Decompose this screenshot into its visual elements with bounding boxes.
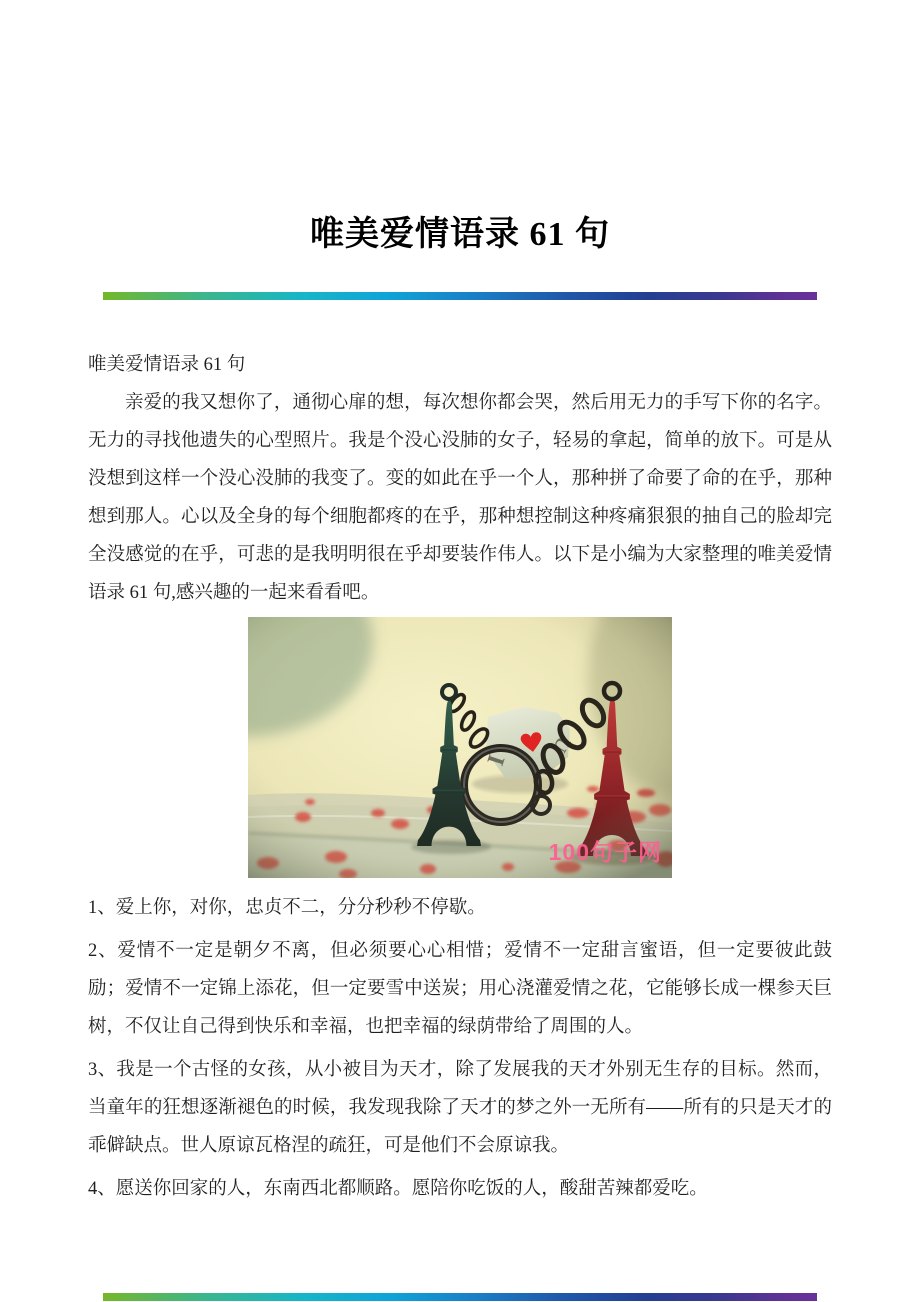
bottom-accent-divider: [103, 1293, 817, 1301]
quote-4: 4、愿送你回家的人，东南西北都顺路。愿陪你吃饭的人，酸甜苦辣都爱吃。: [88, 1179, 708, 1199]
watermark: 100句子网: [548, 839, 662, 865]
love-keychain-photo: [248, 617, 672, 878]
quote-2: 2、爱情不一定是朝夕不离，但必须要心心相惜；爱情不一定甜言蜜语，但一定要彼此鼓励；爱情不一定锦上添花，但一定要雪中送炭；用心浇灌爱情之花，它能够长成一棵参天巨树，不仅让自己得到快乐和幸福，也把幸福的绿荫带给了周围的人。: [88, 941, 832, 1037]
top-accent-divider: [103, 292, 817, 300]
quote-1: 1、爱上你，对你，忠贞不二，分分秒秒不停歇。: [88, 898, 486, 918]
intro-paragraph: 亲爱的我又想你了，通彻心扉的想，每次想你都会哭，然后用无力的手写下你的名字。无力的寻找他遗失的心型照片。我是个没心没肺的女子，轻易的拿起，简单的放下。可是从没想到这样一个没心没肺的我变了。变的如此在乎一个人，那种拼了命要了命的在乎，那种想到那人。心以及全身的每个细胞都疼的在乎，那种想控制这种疼痛狠狠的抽自己的脸却完全没感觉的在乎，可悲的是我明明很在乎却要装作伟人。以下是小编为大家整理的唯美爱情语录 61 句,感兴趣的一起来看看吧。: [88, 393, 832, 603]
article-body: [88, 346, 832, 1208]
page-title: 唯美爱情语录 61 句: [310, 215, 610, 253]
article-subtitle: 唯美爱情语录 61 句: [88, 355, 246, 375]
quote-3: 3、我是一个古怪的女孩，从小被目为天才，除了发展我的天才外别无生存的目标。然而，当童年的狂想逐渐褪色的时候，我发现我除了天才的梦之外一无所有——所有的只是天才的乖僻缺点。世人原谅瓦格涅的疏狂，可是他们不会原谅我。: [88, 1060, 832, 1156]
